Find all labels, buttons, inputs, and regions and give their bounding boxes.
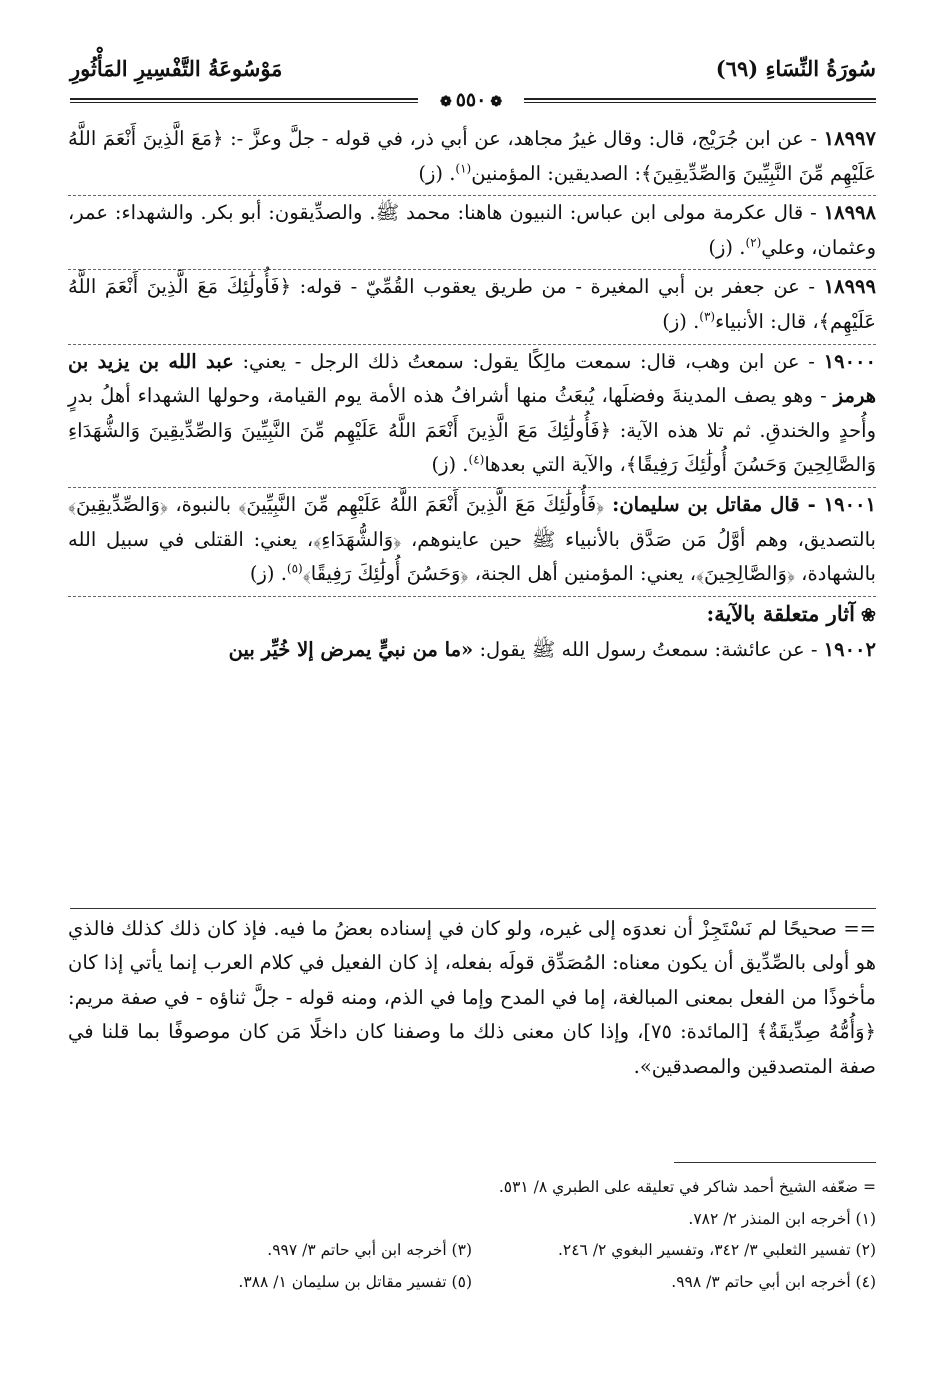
- section-heading: [68, 597, 876, 634]
- footnote-area-divider: [70, 908, 876, 909]
- footnote-5: (٥) تفسير مقاتل بن سليمان ١/ ٣٨٨.: [238, 1272, 472, 1291]
- entry-19000: [68, 345, 876, 488]
- entry-text: - عن جعفر بن أبي المغيرة - من طريق يعقوب القُمِّيّ - قوله: ﴿فَأُولَٰئِكَ مَعَ الَّذِينَ أَنْعَمَ اللَّهُ عَلَيْهِم﴾، قال: الأنبياء: [68, 275, 876, 333]
- footnote-ref[interactable]: (٤): [468, 452, 485, 467]
- entry-19001: [68, 488, 876, 597]
- footnote-carry: = ضعّفه الشيخ أحمد شاكر في تعليقه على الطبري ٨/ ٥٣١.: [498, 1178, 876, 1196]
- entry-number: ١٨٩٩٩: [823, 275, 876, 299]
- surah-title: سُورَةُ النِّسَاءِ (٦٩): [715, 56, 876, 81]
- book-title: مَوْسُوعَةُ التَّفْسِيرِ المَأْثُورِ: [70, 56, 283, 81]
- footnote-3: (٣) أخرجه ابن أبي حاتم ٣/ ٩٩٧.: [267, 1241, 472, 1259]
- footnote-4: (٤) أخرجه ابن أبي حاتم ٣/ ٩٩٨.: [671, 1272, 876, 1291]
- entry-tail: . (ز): [418, 161, 456, 185]
- flower-icon: ❀: [860, 604, 876, 626]
- page-number: [418, 88, 524, 112]
- entry-text: - عن ابن وهب، قال: سمعت مالِكًا يقول: سمعتُ ذلك الرجل - يعني:: [233, 349, 824, 373]
- footnote-ref[interactable]: (٣): [699, 309, 716, 324]
- entry-19002: [68, 633, 876, 668]
- entry-text: - عن ابن جُرَيْج، قال: وقال غيرُ مجاهد، عن أبي ذر، في قوله - جلَّ وعزَّ -: ﴿مَعَ الَّذِينَ أَنْعَمَ اللَّهُ عَلَيْهِم مِّنَ النَّبِيِّينَ وَالصِّدِّيقِينَ﴾: الصديقين: المؤمنين: [68, 127, 876, 185]
- entry-18999: [68, 270, 876, 344]
- entry-18997: [68, 122, 876, 196]
- entry-number: ١٩٠٠١: [823, 492, 877, 516]
- ornament-icon: ❁: [439, 94, 452, 110]
- footnote-ref[interactable]: (٢): [745, 235, 762, 250]
- entry-text: - عن عائشة: سمعتُ رسول الله ﷺ يقول:: [473, 638, 824, 662]
- narrator-name: عبد الله بن يزيد بن هرمز: [68, 349, 876, 408]
- entry-tail: . (ز): [249, 562, 287, 586]
- entry-number: ١٨٩٩٨: [823, 201, 876, 225]
- hadith-text: «ما من نبيٍّ يمرض إلا خُيِّر بين: [228, 638, 474, 662]
- entry-number: ١٩٠٠٠: [823, 349, 876, 373]
- footnote-ref[interactable]: (٥): [286, 561, 303, 576]
- footnote-ref[interactable]: (١): [455, 161, 472, 176]
- entry-number: ١٨٩٩٧: [823, 127, 876, 150]
- entry-text-cont: - وهو يصف المدينةَ وفضلَها، يُبعَثُ منها أشرافُ هذه الأمة يوم القيامة، وحولها الشهداء أهلُ بدرٍ وأُحدٍ والخندقِ. ثم تلا هذه الآية: ﴿فَأُولَٰئِكَ مَعَ الَّذِينَ أَنْعَمَ اللَّهُ عَلَيْهِم مِّنَ النَّبِيِّينَ وَالصِّدِّيقِينَ وَالشُّهَدَاءِ وَالصَّالِحِينَ وَحَسُنَ أُولَٰئِكَ رَفِيقًا﴾، والآية التي بعدها: [68, 384, 876, 477]
- entry-tail: . (ز): [662, 309, 700, 333]
- footnotes: [68, 1172, 876, 1298]
- running-header: [70, 52, 876, 88]
- page-number-text: ٥٥٠: [455, 89, 487, 111]
- entry-text: - قال عكرمة مولى ابن عباس: النبيون هاهنا: محمد ﷺ. والصدِّيقون: أبو بكر. والشهداء: عمر، وعثمان، وعلي: [68, 201, 876, 259]
- entry-tail: . (ز): [708, 235, 746, 259]
- continued-footnote-text: [68, 912, 876, 1084]
- narrator-name: - قال مقاتل بن سليمان:: [604, 492, 824, 516]
- ornament-icon: ❁: [490, 94, 503, 110]
- main-text: [68, 122, 876, 668]
- entry-18998: [68, 196, 876, 270]
- footnote-row: [68, 1235, 876, 1267]
- footnote-rule: [674, 1162, 876, 1163]
- entry-number: ١٩٠٠٢: [823, 638, 876, 662]
- section-heading-text: آثار متعلقة بالآية:: [706, 600, 855, 626]
- continued-paragraph: == صحيحًا لم نَسْتَجِزْ أن نعدوَه إلى غيره، ولو كان في إسناده بعضُ ما فيه. فإذ كان ذلك كذلك فالذي هو أولى بالصِّدِّيق أن يكون معناه: المُصَدِّق قولَه بفعله، إذ كان الفعيل في كلام العرب إنما يأتي إذا كان مأخوذًا من الفعل بمعنى المبالغة، إما في المدح وإما في الذم، ومنه قوله - جلَّ ثناؤه - في صفة مريم: ﴿وَأُمُّهُ صِدِّيقَةٌ﴾ [المائدة: ٧٥]، وإذا كان معنى ذلك ما وصفنا كان داخلًا مَن كان موصوفًا بما قلنا في صفة المتصدقين والمصدقين».: [68, 917, 876, 1078]
- entry-tail: . (ز): [431, 453, 469, 477]
- entry-text: ﴿فَأُولَٰئِكَ مَعَ الَّذِينَ أَنْعَمَ اللَّهُ عَلَيْهِم مِّنَ النَّبِيِّينَ﴾ بالنبوة، ﴿وَالصِّدِّيقِينَ﴾ بالتصديق، وهم أوَّلُ مَن صَدَّق بالأنبياء ﷺ حين عاينوهم، ﴿وَالشُّهَدَاءِ﴾، يعني: القتلى في سبيل الله بالشهادة، ﴿وَالصَّالِحِينَ﴾، يعني: المؤمنين أهل الجنة، ﴿وَحَسُنَ أُولَٰئِكَ رَفِيقًا﴾: [68, 492, 876, 586]
- footnote-2: (٢) تفسير الثعلبي ٣/ ٣٤٢، وتفسير البغوي ٢/ ٢٤٦.: [557, 1241, 876, 1259]
- footnote-1: (١) أخرجه ابن المنذر ٢/ ٧٨٢.: [688, 1209, 876, 1228]
- footnote-row: [68, 1267, 876, 1299]
